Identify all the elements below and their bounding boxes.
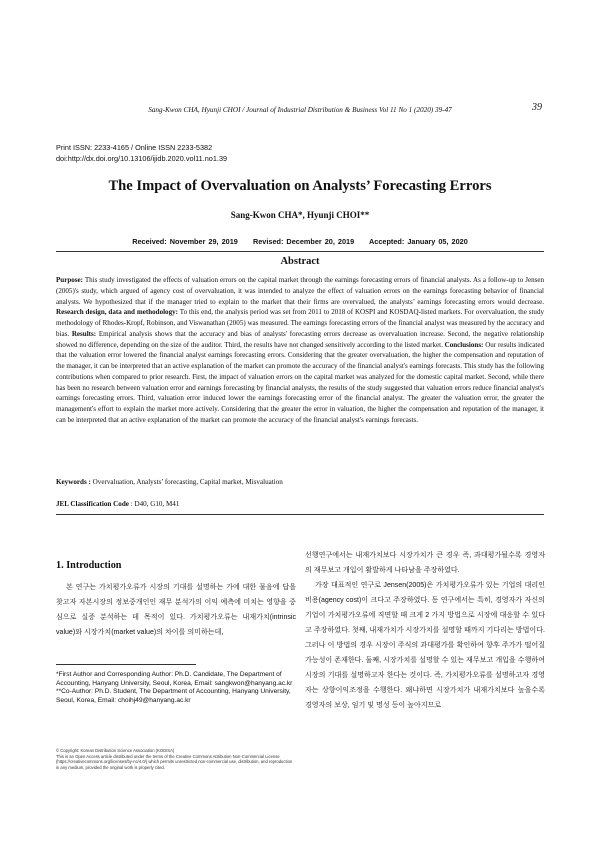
intro-heading: 1. Introduction: [56, 560, 122, 571]
footnote-first-author: *First Author and Corresponding Author: Ph.D. Candidate, The Department of Accounting, Hanyang University, Seoul, Korea, Email: sangkwon@hanyang.ac.kr: [56, 671, 293, 687]
running-header: Sang-Kwon CHA, Hyunji CHOI / Journal of Industrial Distribution & Business Vol 11 No 1 (2020) 39-47: [148, 106, 452, 114]
issn-block: [56, 142, 227, 164]
received-date: Received: November 29, 2019: [132, 237, 238, 246]
doi-line[interactable]: doi:http://dx.doi.org/10.13106/ijidb.2020.vol11.no1.39: [56, 154, 228, 163]
keywords-line: [56, 478, 544, 486]
conclusions-text: Our results indicated that the valuation error lowered the financial analyst earnings forecasting errors. Considering that the greater overvaluation, the higher the compensation and reputation of the manager, it can be interpreted that an active explanation of the market can promote the accuracy of the financial analyst's earnings forecasts. This study has the following contributions when compared to prior research. First, the impact of valuation errors on the capital market was analyzed for the domestic capital market. Second, while there has been no research between valuation error and earnings forecasting by financial analysts, the results of the study suggested that valuation errors reduce financial analyst's earnings forecasting errors. Third, valuation error induced lower the earnings forecasting error of the financial analyst. The greater the valuation error, the greater the management's effort to explain the market more actively. Considering that the greater the error in valuation, the higher the compensation and reputation of the manager, it can be interpreted that an active explanation of the market can promote the accuracy of the financial analyst's earnings forecasts.: [56, 340, 544, 424]
license-block: [56, 748, 296, 770]
intro-paragraph: 본 연구는 가치평가오류가 시장의 기대를 설명하는 가에 대한 물음에 답을 찾고자 자본시장의 정보중개인인 재무 분석가의 이익 예측에 미치는 영향을 중심으로 실증 분석하는 데 목적이 있다. 가치평가오류는 내재가치(intrinsic value)와 시장가치(market value)의 차이를 의미하는데,: [56, 584, 296, 636]
paper-title: The Impact of Overvaluation on Analysts’ Forecasting Errors: [108, 178, 492, 194]
keywords-value: Overvaluation, Analysts’ forecasting, Capital market, Misvaluation: [90, 478, 283, 486]
intro-paragraph: 선행연구에서는 내재가치보다 시장가치가 큰 경우 즉, 과대평가될수록 경영자의 재무보고 개입이 활발하게 나타남을 주장하였다.: [305, 552, 545, 574]
abstract-body: [56, 275, 544, 426]
conclusions-label: Conclusions:: [444, 340, 484, 349]
revised-date: Revised: December 20, 2019: [252, 237, 355, 246]
copyright-line: © Copyright: Korean Distribution Science Association (KODISA): [56, 748, 175, 753]
accepted-date: Accepted: January 05, 2020: [369, 237, 468, 246]
footnote-divider: [56, 664, 196, 665]
jel-label: JEL Classification Code: [56, 500, 129, 508]
footnotes: [56, 671, 296, 705]
jel-value: : D40, G10, M41: [128, 500, 180, 508]
divider-top: [56, 251, 544, 252]
footnote-co-author: **Co-Author: Ph.D. Student, The Department of Accounting, Hanyang University, Seoul, Korea, Email: choihj49@hanyang.ac.kr: [56, 688, 291, 704]
intro-right-column: [305, 548, 545, 713]
keywords-label: Keywords :: [56, 478, 91, 486]
dates-line: [0, 237, 600, 246]
design-label: Research design, data and methodology:: [56, 308, 178, 317]
purpose-text: This study investigated the effects of valuation errors on the capital market through the earnings forecasting errors of financial analysts. As a follow-up to Jensen (2005)'s study, which argued of agency cost of overvaluation, it was intended to analyze the effect of valuation errors on the earnings forecasting behavior of financial analysts. We hypothesized that if the manager tried to explain to the market that their firms are overvalued, the analysts’ earnings forecasting errors would decrease.: [56, 276, 544, 306]
page-number: 39: [532, 102, 542, 113]
author-list: Sang-Kwon CHA*, Hyunji CHOI**: [230, 210, 370, 220]
results-text: Empirical analysis shows that the accuracy and bias of analysts' forecasting errors decrease as overvaluation increase. Second, the negative relationship showed no difference, depending on the size of the auditor. Third, the results have not changed sensitively according to the listed market.: [56, 329, 545, 349]
jel-line: [56, 500, 544, 508]
purpose-label: Purpose:: [56, 276, 84, 284]
intro-left-column: [56, 580, 296, 640]
abstract-heading: Abstract: [280, 256, 320, 267]
license-text: This is an Open Access article distributed under the terms of the Creative Commons Attribution Non-Commercial License (https://creativecommons.org/licenses/by-nc/4.0/) which permits unrestricted non-commercial use, distribution, and reproduction in any medium, provided the original work is properly cited.: [56, 753, 293, 770]
divider-bottom: [56, 514, 544, 515]
issn-line: Print ISSN: 2233-4165 / Online ISSN 2233-5382: [56, 143, 213, 152]
design-text: To this end, the analysis period was set from 2011 to 2018 of KOSPI and KOSDAQ-listed markets. For overvaluation, the study methodology of Rhodes-Kropf, Robinson, and Viswanathan (2005) was measured. The earnings forecasting errors of the financial analyst was measured by the accuracy and bias.: [56, 308, 544, 338]
intro-paragraph: 가장 대표적인 연구로 Jensen(2005)은 가치평가오류가 있는 기업의 대리인 비용(agency cost)이 크다고 주장하였다. 동 연구에서는 특히, 경영자가 자신의 기업이 가치평가오류에 직면할 때 크게 2 가지 방법으로 시장에 대응할 수 있다고 주장하였다. 첫째, 내재가치가 시장가치를 설명할 때까지 기다리는 방법이다. 그러나 이 방법의 경우 시장이 주식의 과대평가를 확인하여 향후 주가가 떨어질 가능성이 존재한다. 둘째, 시장가치를 설명할 수 있는 재무보고 개입을 수행하여 시장의 기대를 설명하고자 한다는 것이다. 즉, 가치평가오류를 설명하고자 경영자는 상향이익조정을 수행한다. 왜냐하면 시장가치가 내재가치보다 높을수록 경영자의 보상, 임기 및 명성 등이 높아지므로: [305, 582, 545, 709]
results-label: Results:: [71, 329, 97, 338]
